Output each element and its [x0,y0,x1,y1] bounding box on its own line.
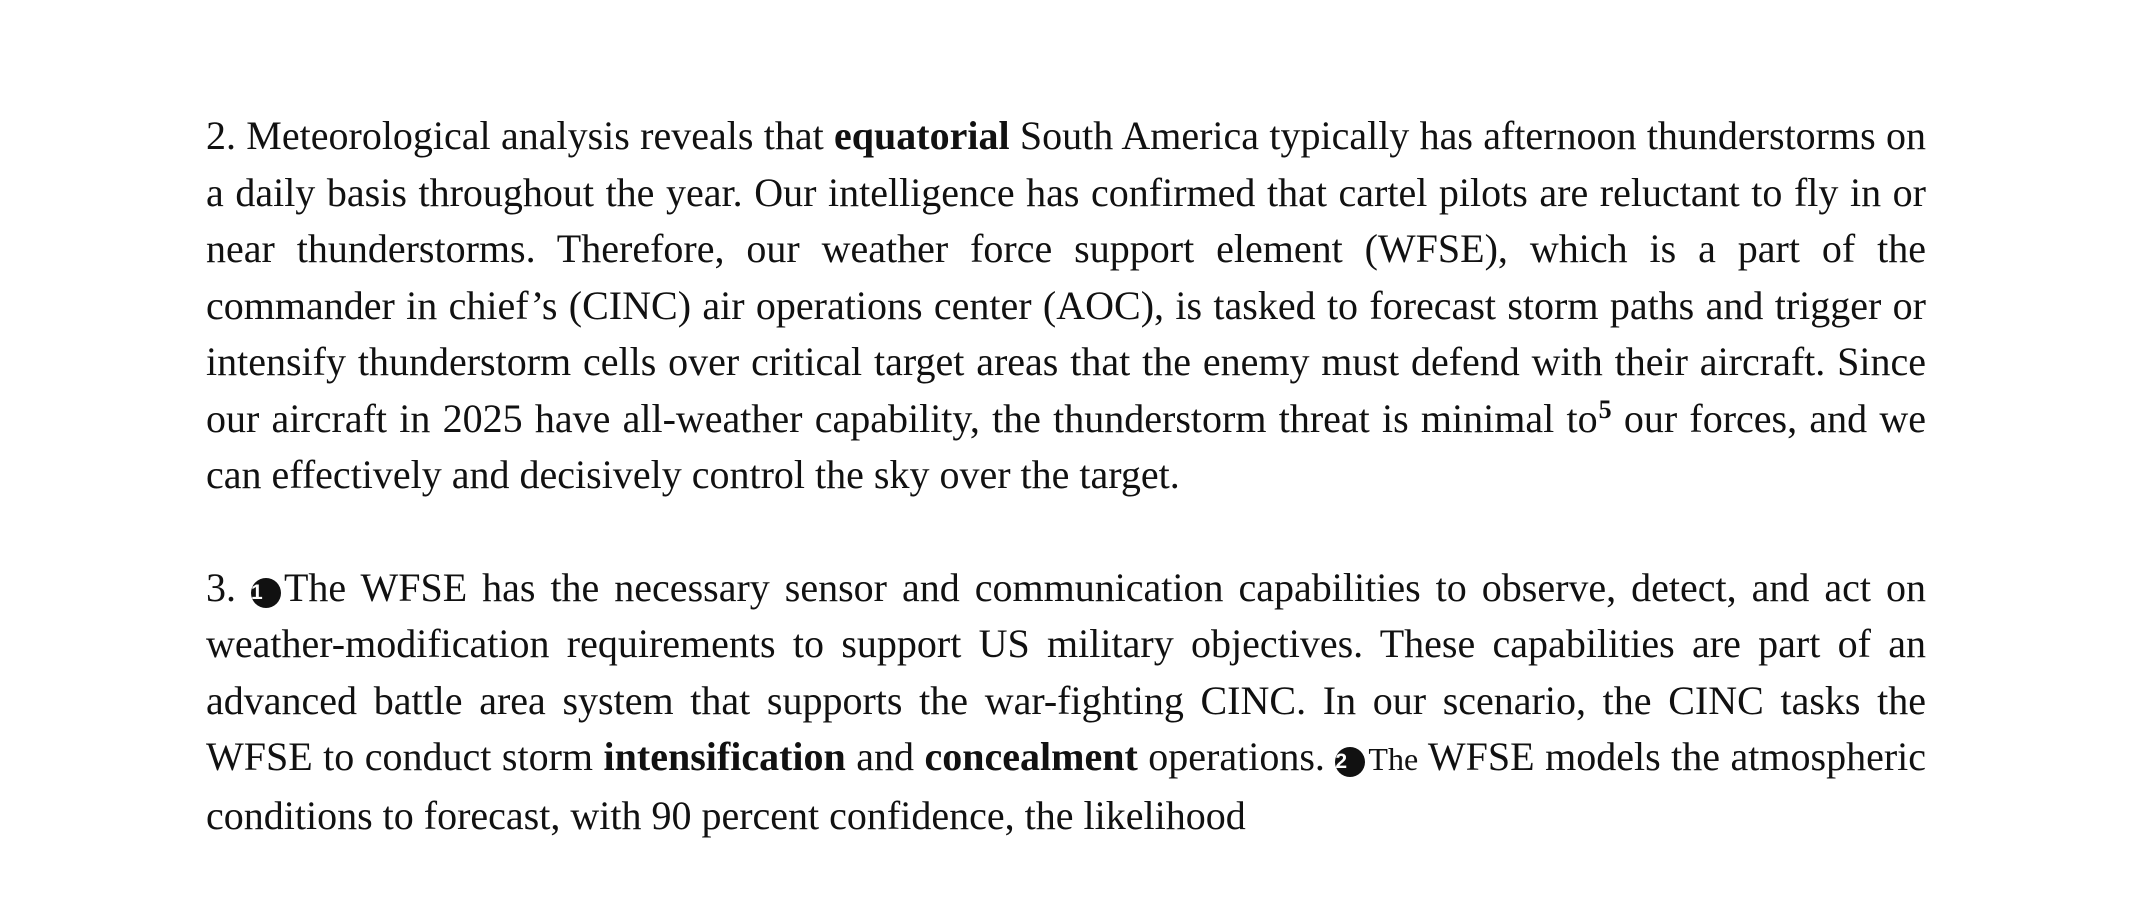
paragraph-text: Meteorological analysis reveals that [236,113,835,158]
paragraph-text: our forces, and we can effectively and decisively control the sky over the target. [206,395,1926,497]
bold-term: equatorial [834,113,1010,158]
paragraph-number: 2. [206,113,236,158]
small-text: The [1368,741,1419,777]
paragraph-3 [206,560,1926,845]
paragraph-2 [206,108,1926,504]
paragraph-text: operations. [1137,734,1336,779]
paragraph-text: The WFSE has the necessary sensor and communication capabilities to observe, detect, and act on weather-modification requirements to support US military objectives. These capabilities are part of an advanced battle area system that supports the war-fighting CINC. In our scenario, the CINC tasks the WFSE to conduct storm [206,564,1927,779]
document-page [206,108,1926,844]
bold-term: intensification [603,734,846,779]
paragraph-number: 3. [206,564,251,610]
footnote-marker[interactable]: 5 [1598,394,1612,424]
paragraph-text: WFSE models the atmospheric conditions to forecast, with 90 percent confidence, the likelihood [206,734,1927,838]
circled-number-badge: 1 [251,578,281,608]
paragraph-text: South America typically has afternoon thunderstorms on a daily basis throughout the year. Our intelligence has confirmed that cartel pilots are reluctant to fly in or near thunderstorms. Therefore, our weather force support element (WFSE), which is a part of the commander in chief’s (CINC) air operations center (AOC), is tasked to forecast storm paths and trigger or intensify thunderstorm cells over critical target areas that the enemy must defend with their aircraft. Since our aircraft in 2025 have all-weather capability, the thunderstorm threat is minimal to [206,113,1926,441]
bold-term: concealment [924,734,1138,779]
circled-number-badge: 2 [1335,747,1365,777]
paragraph-text: and [845,734,925,779]
